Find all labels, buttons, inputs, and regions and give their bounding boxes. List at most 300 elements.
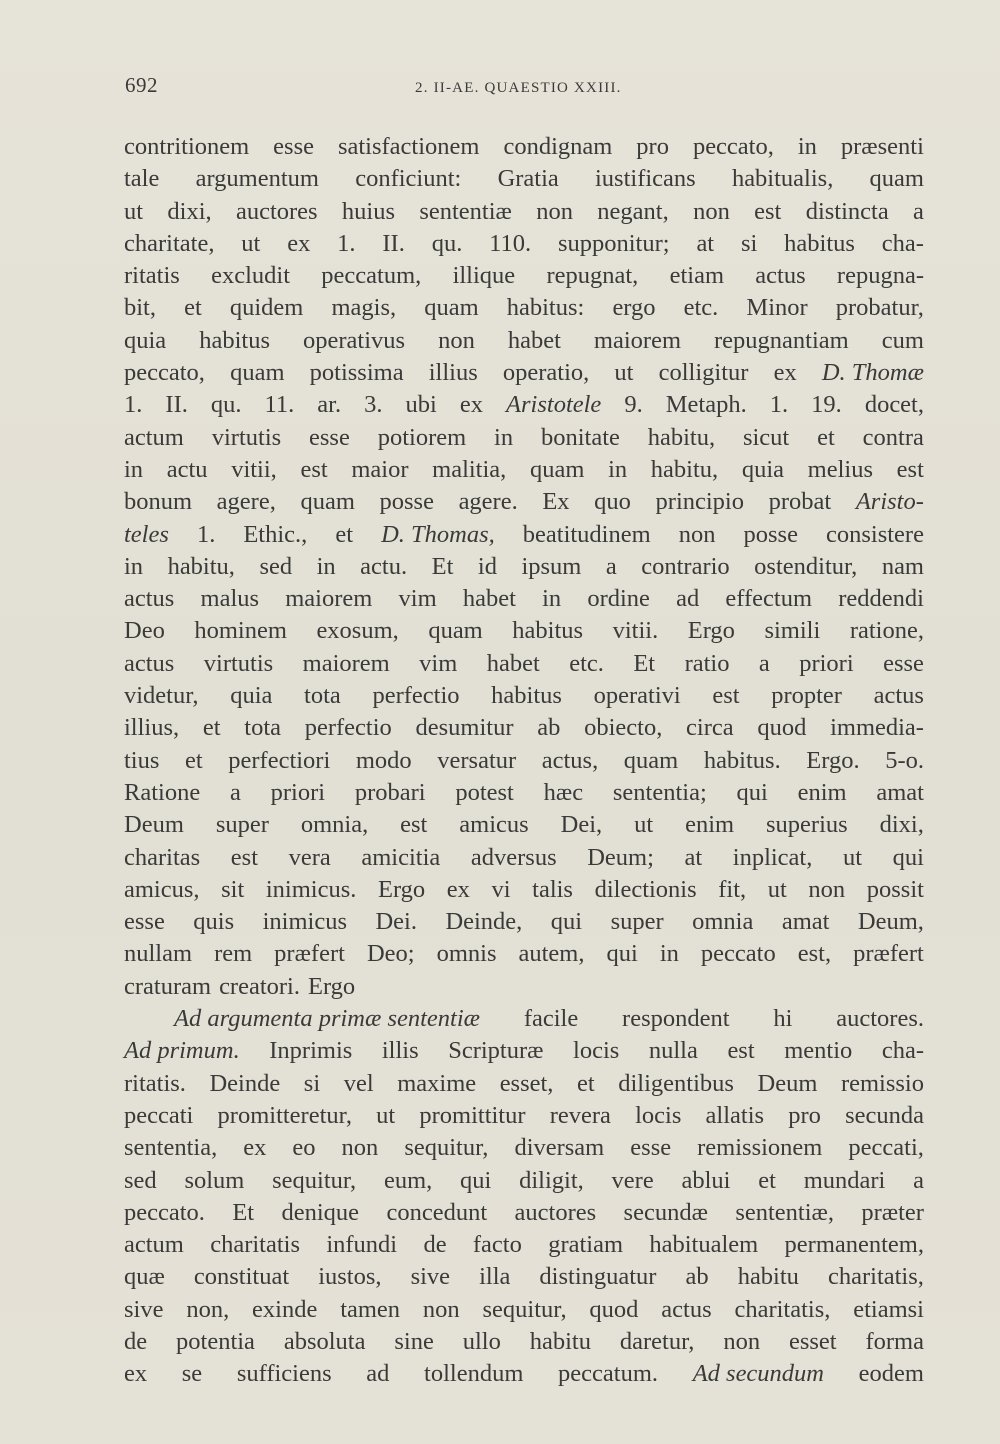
word: perfectiori — [228, 746, 331, 774]
word: 9. — [624, 391, 643, 419]
word: inplicat, — [732, 843, 813, 871]
word: sequitur, — [404, 1134, 489, 1162]
word: habet — [462, 585, 516, 613]
word: promittitur — [419, 1101, 526, 1129]
word: conficiunt: — [355, 165, 462, 193]
word: sicut — [742, 423, 790, 451]
word: quod — [589, 1295, 639, 1323]
text-line — [124, 680, 924, 712]
word: ritatis — [124, 262, 180, 290]
word: sive — [410, 1263, 451, 1291]
word: facile — [523, 1005, 579, 1033]
word: diligentibus — [618, 1069, 734, 1097]
text-line — [124, 1358, 924, 1390]
text-line — [124, 1261, 924, 1293]
word: posse — [379, 488, 434, 516]
word: ad — [676, 585, 700, 613]
word: contra — [862, 423, 924, 451]
word: est — [712, 682, 740, 710]
word: sententiæ — [419, 197, 512, 225]
text-line — [124, 906, 924, 938]
word: simili — [764, 617, 821, 645]
running-head: 2. II-AE. QUAESTIO XXIII. — [415, 80, 622, 96]
word: videtur, — [124, 682, 199, 710]
word: operatio, — [502, 359, 590, 387]
word: pro — [788, 1101, 821, 1129]
text-line — [124, 325, 924, 357]
word: in — [494, 423, 514, 451]
word: a — [913, 197, 924, 225]
word: Minor — [746, 294, 808, 322]
text-line — [124, 486, 924, 518]
text-line — [124, 1035, 924, 1067]
word: respondent — [622, 1005, 730, 1033]
word: peccati, — [848, 1134, 924, 1162]
italic-word: Ad argumenta primæ sententiæ — [174, 1005, 481, 1033]
word: quod — [757, 714, 807, 742]
word: tale — [124, 165, 160, 193]
word: mentio — [784, 1037, 853, 1065]
word: ratione, — [849, 617, 924, 645]
word: etiam — [669, 262, 724, 290]
word: II. — [382, 229, 405, 257]
word: ostenditur, — [754, 552, 858, 580]
word: illique — [452, 262, 516, 290]
word: Ex — [542, 488, 570, 516]
word: priori — [270, 778, 326, 806]
word: rem — [214, 940, 253, 968]
italic-word: Aristotele — [506, 391, 602, 419]
word: hi — [773, 1005, 793, 1033]
text-line — [124, 454, 924, 486]
word: charitatis, — [734, 1295, 831, 1323]
word: perfectio — [372, 682, 460, 710]
word: auctores — [235, 197, 318, 225]
word: in — [608, 455, 628, 483]
word: revera — [549, 1101, 611, 1129]
word: peccatum, — [321, 262, 422, 290]
word: ut — [376, 1101, 396, 1129]
word: talis — [532, 875, 573, 903]
word: præfert — [274, 940, 345, 968]
text-line — [124, 1003, 924, 1035]
word: versatur — [437, 746, 517, 774]
word: quo — [594, 488, 631, 516]
word: maiorem — [593, 326, 681, 354]
word: habitu, — [167, 552, 235, 580]
word: ablui — [681, 1166, 731, 1194]
word: esset, — [499, 1069, 554, 1097]
word: dixi, — [167, 197, 212, 225]
text-line — [124, 1229, 924, 1261]
word: tamen — [340, 1295, 401, 1323]
word: contrario — [641, 552, 730, 580]
word: peccato. — [124, 1198, 205, 1226]
word: actus, — [541, 746, 599, 774]
word: II. — [165, 391, 188, 419]
word: probari — [354, 778, 426, 806]
text-line — [124, 260, 924, 292]
word: perfectio — [304, 714, 392, 742]
word: vi — [491, 875, 511, 903]
word: constituat — [193, 1263, 290, 1291]
word: malus — [200, 585, 260, 613]
word: hominem — [194, 617, 287, 645]
text-line — [124, 1068, 924, 1100]
word: super — [610, 908, 664, 936]
word: remissionem — [697, 1134, 823, 1162]
word: remissio — [840, 1069, 924, 1097]
word: cha- — [881, 229, 924, 257]
word: a — [913, 1166, 924, 1194]
word: 11. — [264, 391, 295, 419]
word: vitii. — [612, 617, 659, 645]
word: quam — [869, 165, 924, 193]
word: charitatis — [210, 1231, 300, 1259]
text-line — [124, 422, 924, 454]
word: peccato, — [692, 133, 774, 160]
word: et — [577, 1069, 595, 1097]
word: est — [230, 843, 258, 871]
word: vitii, — [231, 455, 277, 483]
word: adversus — [470, 843, 557, 871]
word: Dei. — [375, 908, 417, 936]
word: non, — [186, 1295, 230, 1323]
word: a — [605, 552, 617, 580]
word: etc. — [569, 649, 604, 677]
word: Et — [232, 1198, 255, 1226]
word: qui — [460, 1166, 492, 1194]
word: actus — [873, 682, 924, 710]
word: est — [727, 1037, 755, 1065]
word: absoluta — [283, 1327, 366, 1355]
italic-word: Aristo- — [855, 488, 924, 516]
word: solum — [184, 1166, 245, 1194]
word: actu. — [360, 552, 408, 580]
word: dilectionis — [594, 875, 697, 903]
text-line — [124, 583, 924, 615]
word: repugna- — [836, 262, 924, 290]
word: vim — [419, 649, 458, 677]
word: mundari — [803, 1166, 886, 1194]
word: exinde — [252, 1295, 318, 1323]
word: non — [438, 326, 475, 354]
word: peccato, — [124, 359, 205, 387]
text-line — [124, 1132, 924, 1164]
word: Deum — [757, 1069, 818, 1097]
word: habitus: — [506, 294, 585, 322]
word: est — [300, 455, 328, 483]
word: effectum — [725, 585, 813, 613]
word: gratiam — [548, 1231, 624, 1259]
word: ut — [241, 229, 261, 257]
word: amat — [781, 908, 830, 936]
word: secundæ — [623, 1198, 708, 1226]
word: sequitur, — [272, 1166, 357, 1194]
text-line — [124, 163, 924, 195]
word: satisfactionem — [337, 133, 480, 160]
word: in — [124, 455, 144, 483]
word: bit, — [124, 294, 156, 322]
word: diligit, — [519, 1166, 584, 1194]
word: immedia- — [830, 714, 924, 742]
word: Deinde, — [445, 908, 523, 936]
word: id — [477, 552, 497, 580]
word: ex — [243, 1134, 267, 1162]
word: contritionem — [124, 133, 250, 160]
word: actu — [166, 455, 208, 483]
word: operativi — [593, 682, 681, 710]
word: habitu — [737, 1263, 799, 1291]
word: actus — [124, 585, 175, 613]
word: concedunt — [386, 1198, 488, 1226]
word: potentia — [176, 1327, 255, 1355]
word: charitas — [124, 843, 201, 871]
word: iustos, — [318, 1263, 382, 1291]
word: potest — [455, 778, 514, 806]
word: quis — [193, 908, 235, 936]
word: Gratia — [497, 165, 559, 193]
word: ex — [459, 391, 484, 419]
word: melius — [807, 455, 873, 483]
word: Deinde — [209, 1069, 281, 1097]
word: enim — [797, 778, 847, 806]
text-line — [124, 1100, 924, 1132]
word: et — [184, 746, 203, 774]
word: craturam — [124, 972, 212, 1000]
word: peccato — [700, 940, 776, 968]
word: infundi — [326, 1231, 398, 1259]
word: vel — [343, 1069, 374, 1097]
word: in — [797, 133, 817, 160]
word: illius — [428, 359, 478, 387]
word: de — [124, 1327, 148, 1355]
word: enim — [685, 811, 735, 839]
word: qui — [736, 778, 768, 806]
word: permanentem, — [784, 1231, 924, 1259]
word: Deo — [124, 617, 165, 645]
word: Deum — [124, 811, 184, 839]
word: amicus — [459, 811, 529, 839]
word: 1. — [196, 520, 216, 548]
word: autem, — [518, 940, 585, 968]
word: super — [215, 811, 269, 839]
text-line — [124, 292, 924, 324]
word: esse — [309, 423, 350, 451]
word: quam — [300, 488, 355, 516]
word: ut — [614, 359, 634, 387]
word: dixi, — [879, 811, 924, 839]
word: at — [696, 229, 715, 257]
word: non — [693, 197, 730, 225]
word: repugnantiam — [714, 326, 849, 354]
word: tollendum — [424, 1360, 524, 1388]
word: ex — [124, 1360, 148, 1388]
text-line — [124, 228, 924, 260]
text-line — [124, 357, 924, 389]
word: cum — [881, 326, 924, 354]
word: quæ — [124, 1263, 165, 1291]
word: magis, — [331, 294, 397, 322]
word: maior — [351, 455, 409, 483]
word: negant, — [597, 197, 669, 225]
word: 1. — [124, 391, 143, 419]
word: supponitur; — [557, 229, 670, 257]
word: distinguatur — [539, 1263, 657, 1291]
word: sequitur, — [482, 1295, 567, 1323]
text-line — [124, 712, 924, 744]
word: nulla — [648, 1037, 698, 1065]
word: Ethic., — [243, 520, 308, 548]
word: 19. — [811, 391, 842, 419]
word: priori — [799, 649, 854, 677]
word: excludit — [211, 262, 290, 290]
word: Ergo — [377, 875, 426, 903]
word: esse — [273, 133, 314, 160]
word: actum — [124, 1231, 184, 1259]
word: non — [422, 1295, 460, 1323]
word: ut — [767, 875, 787, 903]
text-line — [124, 196, 924, 228]
word: et — [335, 520, 354, 548]
word: ex — [773, 359, 797, 387]
word: habitus — [512, 617, 584, 645]
word: actus — [755, 262, 806, 290]
word: allatis — [705, 1101, 765, 1129]
word: etiamsi — [853, 1295, 924, 1323]
word: sententia; — [612, 778, 707, 806]
text-line — [124, 809, 924, 841]
word: Metaph. — [665, 391, 747, 419]
word: Ergo. — [806, 746, 860, 774]
word: bonitate — [540, 423, 620, 451]
word: ipsum — [521, 552, 582, 580]
word: qui — [606, 940, 638, 968]
word: ab — [685, 1263, 709, 1291]
word: habitualem — [649, 1231, 759, 1259]
word: peccati — [124, 1101, 194, 1129]
word: malitia, — [432, 455, 507, 483]
word: illis — [381, 1037, 419, 1065]
word: 1. — [337, 229, 356, 257]
word: vere — [611, 1166, 654, 1194]
text-line — [124, 938, 924, 970]
text-line — [124, 131, 924, 163]
word: præsenti — [840, 133, 924, 160]
word: habitus. — [703, 746, 781, 774]
word: potiorem — [377, 423, 467, 451]
word: a — [229, 778, 241, 806]
word: ordine — [587, 585, 650, 613]
word: sed — [259, 552, 293, 580]
italic-word: teles — [124, 520, 169, 548]
word: operativus — [303, 326, 406, 354]
word: daretur, — [619, 1327, 695, 1355]
word: quia — [124, 326, 167, 354]
word: secunda — [845, 1101, 924, 1129]
text-line — [124, 874, 924, 906]
word: Deum, — [857, 908, 924, 936]
word: forma — [865, 1327, 924, 1355]
body-text — [124, 131, 924, 1391]
word: amicus, — [124, 875, 200, 903]
italic-word: Ad primum. — [124, 1037, 240, 1065]
word: tota — [304, 682, 341, 710]
word: maiorem — [302, 649, 390, 677]
word: ullo — [462, 1327, 501, 1355]
word: actus — [661, 1295, 712, 1323]
text-line — [124, 551, 924, 583]
word: 3. — [364, 391, 383, 419]
word: ut — [842, 843, 863, 871]
word: et — [758, 1166, 776, 1194]
word: se — [181, 1360, 203, 1388]
word: esse — [883, 649, 924, 677]
word: virtutis — [203, 649, 274, 677]
word: Et — [633, 649, 656, 677]
word: est, — [797, 940, 832, 968]
word: pro — [636, 133, 669, 160]
word: agere, — [216, 488, 276, 516]
word: sententiæ, — [735, 1198, 834, 1226]
word: nam — [881, 552, 924, 580]
word: modo — [355, 746, 412, 774]
word: colligitur — [658, 359, 749, 387]
word: exosum, — [316, 617, 399, 645]
word: tius — [124, 746, 160, 774]
word: de — [423, 1231, 447, 1259]
page-number: 692 — [125, 73, 158, 97]
word: si — [303, 1069, 321, 1097]
word: posse — [743, 520, 798, 548]
word: Ratione — [124, 778, 201, 806]
word: hæc — [543, 778, 584, 806]
word: eodem — [858, 1360, 924, 1388]
word: vim — [398, 585, 437, 613]
word: quam — [529, 455, 585, 483]
word: docet, — [864, 391, 924, 419]
text-line — [124, 648, 924, 680]
word: circa — [686, 714, 734, 742]
word: omnia — [692, 908, 754, 936]
word: creatori. — [219, 972, 300, 1000]
word: promitteretur, — [217, 1101, 352, 1129]
word: esset — [788, 1327, 837, 1355]
word: ut — [634, 811, 654, 839]
word: Deo; — [366, 940, 415, 968]
word: Inprimis — [269, 1037, 353, 1065]
word: ad — [366, 1360, 390, 1388]
word: cha- — [881, 1037, 924, 1065]
word: probatur, — [835, 294, 924, 322]
word: possit — [866, 875, 924, 903]
word: maxime — [397, 1069, 477, 1097]
word: distincta — [805, 197, 889, 225]
word: habitus — [199, 326, 270, 354]
word: sufficiens — [236, 1360, 332, 1388]
text-line — [124, 1294, 924, 1326]
word: si — [740, 229, 758, 257]
word: Dei, — [560, 811, 603, 839]
word: quam — [230, 359, 285, 387]
word: amicitia — [361, 843, 441, 871]
word: beatitudinem — [522, 520, 651, 548]
word: propter — [771, 682, 842, 710]
word: repugnat, — [546, 262, 639, 290]
word: virtutis — [211, 423, 282, 451]
word: 110. — [489, 229, 532, 257]
word: est — [400, 811, 428, 839]
